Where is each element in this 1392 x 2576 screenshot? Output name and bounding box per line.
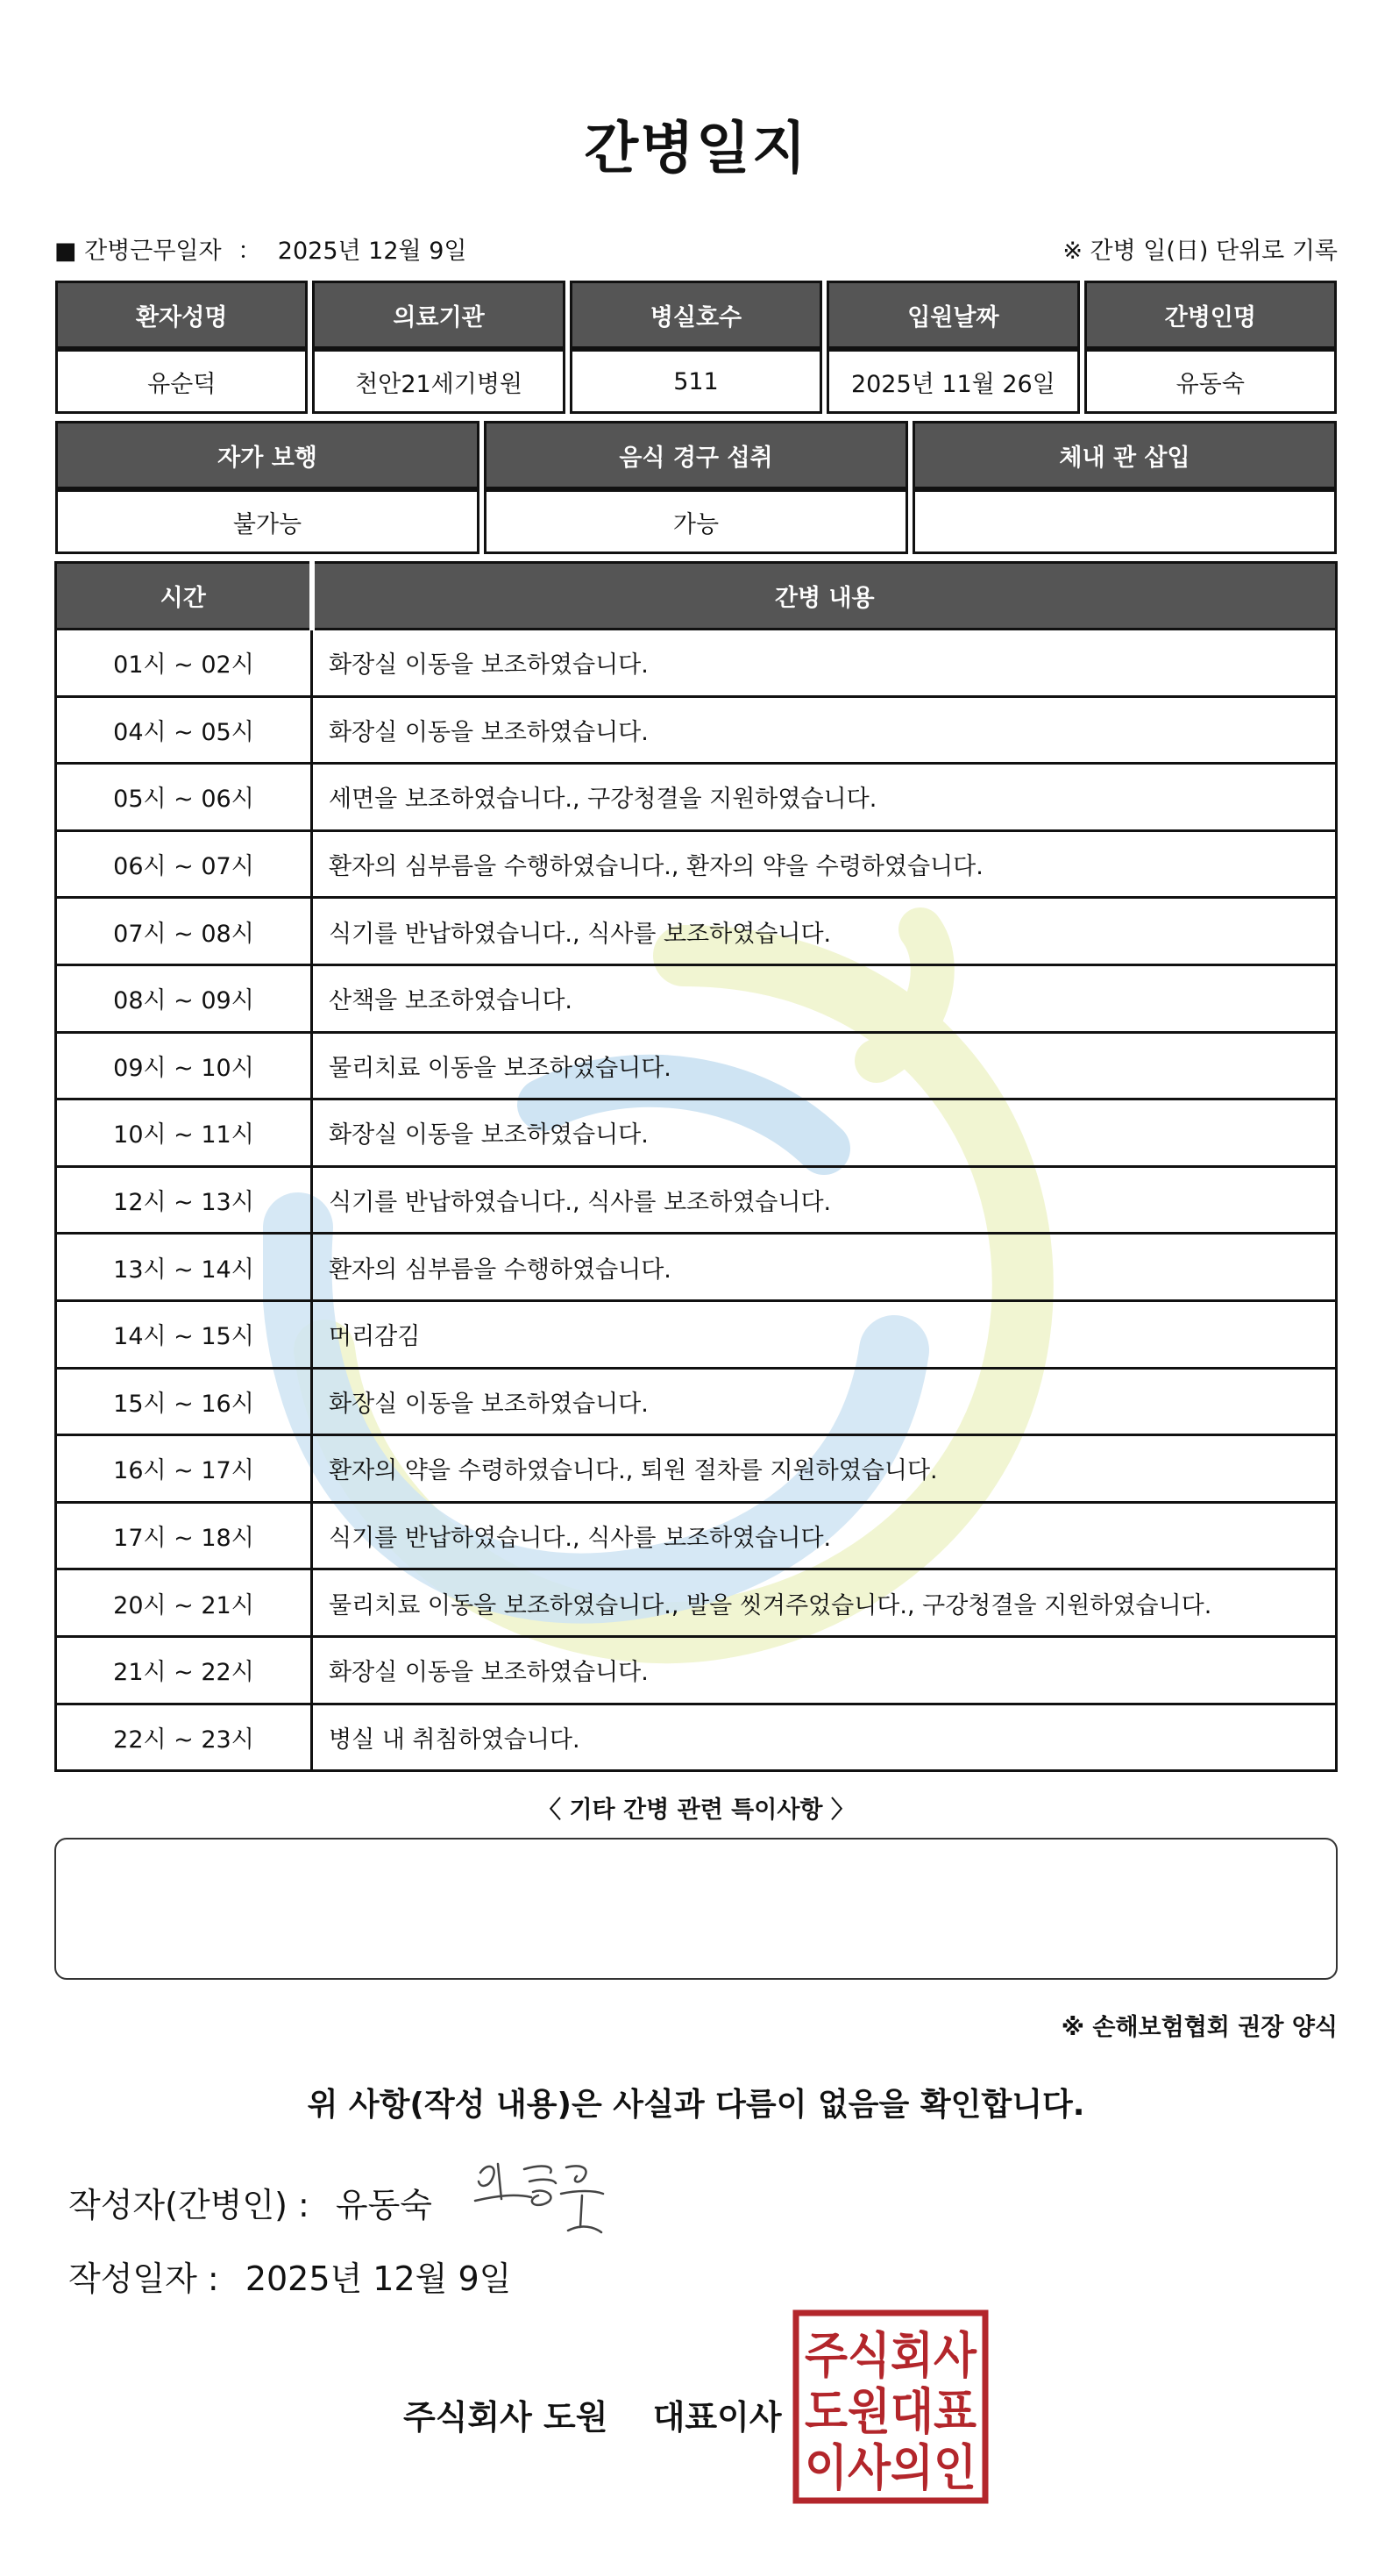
header-room: 병실호수: [570, 281, 822, 349]
care-log-table: [54, 561, 1338, 1772]
log-time: 06시 ~ 07시: [56, 830, 312, 898]
notes-title: 〈 기타 간병 관련 특이사항 〉: [537, 1797, 855, 1824]
log-content: 물리치료 이동을 보조하였습니다., 발을 씻겨주었습니다., 구강청결을 지원하였습니다.: [312, 1569, 1337, 1637]
table-row: [56, 1166, 1337, 1234]
log-time: 01시 ~ 02시: [56, 630, 312, 697]
header-admission-date: 입원날짜: [827, 281, 1079, 349]
header-time: 시간: [56, 563, 312, 630]
notes-box: [54, 1838, 1338, 1980]
log-time: 08시 ~ 09시: [56, 964, 312, 1032]
table-row: [56, 1099, 1337, 1167]
page-title: 간병일지: [584, 117, 808, 181]
table-row: [56, 696, 1337, 764]
log-content: 환자의 약을 수령하였습니다., 퇴원 절차를 지원하였습니다.: [312, 1435, 1337, 1503]
log-content: 화장실 이동을 보조하였습니다.: [312, 1368, 1337, 1435]
header-tube-insertion: 체내 관 삽입: [913, 421, 1337, 489]
oral-intake-value: 가능: [484, 489, 908, 554]
header-care-content: 간병 내용: [312, 563, 1337, 630]
log-content: 화장실 이동을 보조하였습니다.: [312, 1099, 1337, 1167]
self-walking-value: 불가능: [55, 489, 479, 554]
log-time: 16시 ~ 17시: [56, 1435, 312, 1503]
log-content: 화장실 이동을 보조하였습니다.: [312, 696, 1337, 764]
work-date-line: [54, 231, 466, 266]
writer-label: 작성자(간병인) :: [68, 2186, 309, 2224]
log-content: 머리감김: [312, 1300, 1337, 1368]
table-row: [56, 764, 1337, 831]
log-time: 13시 ~ 14시: [56, 1234, 312, 1301]
seal-text-line: 이사의인: [805, 2440, 977, 2497]
seal-text-line: 주식회사: [805, 2328, 977, 2385]
handwritten-signature: [463, 2146, 612, 2243]
patient-name: 유순덕: [55, 349, 308, 414]
log-time: 10시 ~ 11시: [56, 1099, 312, 1167]
table-row: [56, 1502, 1337, 1569]
patient-status-table: [51, 421, 1341, 554]
tube-insertion-value: [913, 489, 1337, 554]
admission-date: 2025년 11월 26일: [827, 349, 1079, 414]
hospital-name: 천안21세기병원: [312, 349, 565, 414]
company-line: [403, 2390, 782, 2438]
writer-line: [68, 2178, 432, 2226]
log-time: 12시 ~ 13시: [56, 1166, 312, 1234]
log-time: 07시 ~ 08시: [56, 898, 312, 965]
association-note: ※ 손해보험협회 권장 양식: [1061, 2014, 1338, 2041]
record-unit-note: ※ 간병 일(日) 단위로 기록: [1062, 238, 1338, 265]
log-content: 물리치료 이동을 보조하였습니다.: [312, 1032, 1337, 1099]
write-date-line: [68, 2252, 511, 2300]
work-date-separator: ：: [238, 238, 262, 265]
table-row: [56, 1300, 1337, 1368]
caregiver-name: 유동숙: [1084, 349, 1337, 414]
company-seal: [792, 2309, 989, 2504]
log-time: 21시 ~ 22시: [56, 1636, 312, 1704]
patient-info-table: [51, 281, 1341, 414]
log-content: 환자의 심부름을 수행하였습니다.: [312, 1234, 1337, 1301]
log-content: 식기를 반납하였습니다., 식사를 보조하였습니다.: [312, 1502, 1337, 1569]
write-date-value: 2025년 12월 9일: [245, 2259, 512, 2298]
table-row: [56, 1234, 1337, 1301]
table-row: [56, 1435, 1337, 1503]
log-time: 17시 ~ 18시: [56, 1502, 312, 1569]
log-content: 산책을 보조하였습니다.: [312, 964, 1337, 1032]
log-content: 세면을 보조하였습니다., 구강청결을 지원하였습니다.: [312, 764, 1337, 831]
table-row: [56, 1368, 1337, 1435]
header-patient-name: 환자성명: [55, 281, 308, 349]
log-time: 04시 ~ 05시: [56, 696, 312, 764]
log-time: 20시 ~ 21시: [56, 1569, 312, 1637]
room-number: 511: [570, 349, 822, 414]
square-marker-icon: ■: [54, 238, 77, 265]
write-date-label: 작성일자 :: [68, 2259, 219, 2298]
table-row: [56, 1636, 1337, 1704]
work-date-label: 간병근무일자: [84, 238, 222, 265]
table-row: [56, 830, 1337, 898]
work-date-value: 2025년 12월 9일: [277, 238, 467, 265]
table-row: [56, 898, 1337, 965]
log-time: 09시 ~ 10시: [56, 1032, 312, 1099]
table-row: [56, 630, 1337, 697]
log-content: 병실 내 취침하였습니다.: [312, 1704, 1337, 1771]
header-self-walking: 자가 보행: [55, 421, 479, 489]
company-name: 주식회사 도원: [403, 2398, 608, 2437]
log-time: 15시 ~ 16시: [56, 1368, 312, 1435]
log-content: 화장실 이동을 보조하였습니다.: [312, 630, 1337, 697]
table-row: [56, 1032, 1337, 1099]
table-row: [56, 1569, 1337, 1637]
log-content: 화장실 이동을 보조하였습니다.: [312, 1636, 1337, 1704]
log-time: 05시 ~ 06시: [56, 764, 312, 831]
table-row: [56, 1704, 1337, 1771]
header-hospital: 의료기관: [312, 281, 565, 349]
company-role: 대표이사: [652, 2398, 782, 2437]
header-caregiver-name: 간병인명: [1084, 281, 1337, 349]
log-content: 환자의 심부름을 수행하였습니다., 환자의 약을 수령하였습니다.: [312, 830, 1337, 898]
log-content: 식기를 반납하였습니다., 식사를 보조하였습니다.: [312, 1166, 1337, 1234]
log-time: 22시 ~ 23시: [56, 1704, 312, 1771]
header-oral-intake: 음식 경구 섭취: [484, 421, 908, 489]
seal-text-line: 도원대표: [805, 2384, 977, 2441]
table-row: [56, 964, 1337, 1032]
writer-name: 유동숙: [335, 2186, 432, 2224]
confirmation-statement: 위 사항(작성 내용)은 사실과 다름이 없음을 확인합니다.: [307, 2087, 1085, 2123]
log-time: 14시 ~ 15시: [56, 1300, 312, 1368]
log-content: 식기를 반납하였습니다., 식사를 보조하였습니다.: [312, 898, 1337, 965]
